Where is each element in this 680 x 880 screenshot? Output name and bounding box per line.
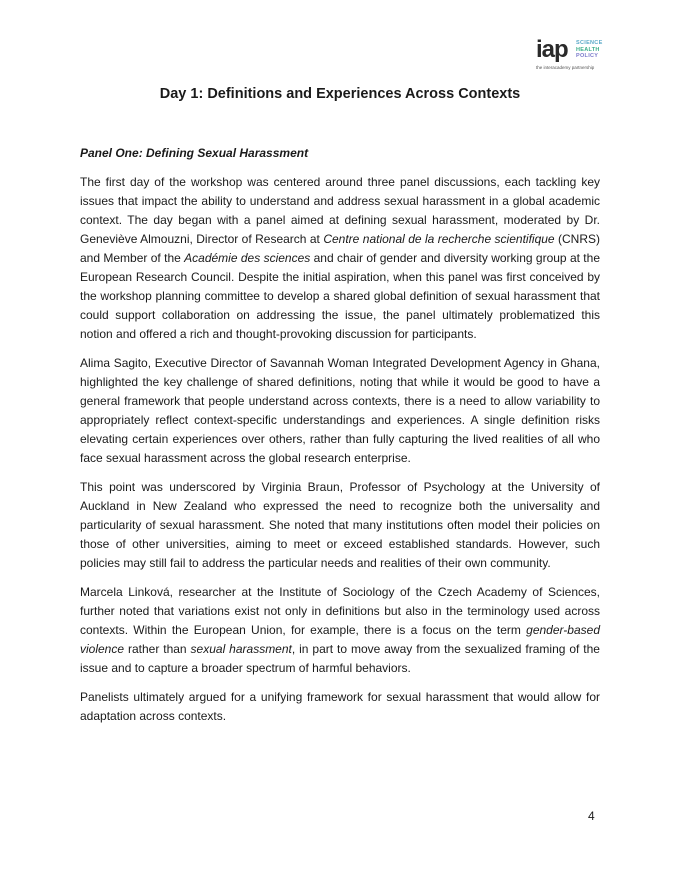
page-title: Day 1: Definitions and Experiences Across Contexts [159, 86, 521, 102]
logo-stack [576, 40, 603, 60]
paragraph-1-text-a: The first day of the workshop was centered around three panel discussions, each tackling key issues that impact the ability to understand and address sexual harassment in a global academic context. The day began with a panel aimed at defining sexual harassment, moderated by Dr. Geneviève Almouzni, Director of Research at [80, 175, 600, 246]
logo-wordmark: iap [536, 36, 568, 63]
paragraph-5: Panelists ultimately argued for a unifying framework for sexual harassment that would allow for adaptation across contexts. [80, 690, 600, 723]
logo-tagline: the interacademy partnership [536, 65, 595, 70]
paragraph-4-text-b: rather than [124, 642, 191, 656]
body-content [80, 144, 600, 736]
logo-health: HEALTH [576, 46, 600, 53]
paragraph-2: Alima Sagito, Executive Director of Savannah Woman Integrated Development Agency in Ghana, highlighted the key challenge of shared definitions, noting that while it would be good to have a general framework that people understand across contexts, there is a need to allow variability to appropriately reflect context-specific understandings and experiences. A single definition risks elevating certain experiences over others, rather than fully capturing the lived realities of all who face sexual harassment across the global research enterprise. [80, 356, 600, 465]
paragraph-1-em-cnrs: Centre national de la recherche scientifique [323, 232, 555, 246]
paragraph-4 [80, 583, 600, 678]
logo-science: SCIENCE [576, 40, 603, 46]
logo-policy: POLICY [576, 53, 599, 59]
paragraph-4-text-c: , in part to move away from the sexualized framing of the issue and to capture a broader spectrum of harmful behaviors. [80, 642, 600, 675]
paragraph-1-text-b: (CNRS) and Member of the [80, 232, 601, 265]
paragraph-4-em-gbv: gender-based violence [80, 623, 600, 656]
paragraph-1-text-c: and chair of gender and diversity working group at the European Research Council. Despite the initial aspiration, when this panel was first conceived by the workshop planning committee to develop a shared global definition of sexual harassment that could support collaboration on addressing the issue, the panel ultimately problematized this notion and offered a rich and thought-provoking discussion for participants. [80, 251, 600, 341]
paragraph-4-em-sh: sexual harassment [190, 642, 292, 656]
paragraph-3: This point was underscored by Virginia Braun, Professor of Psychology at the University of Auckland in New Zealand who expressed the need to recognize both the universality and particularity of sexual harassment. She noted that many institutions often model their policies on those of other universities, aiming to meet or exceed established standards. However, such policies may still fail to address the particular needs and realities of their own community. [80, 480, 600, 570]
paragraph-1 [80, 173, 600, 344]
paragraph-4-text-a: Marcela Linková, researcher at the Institute of Sociology of the Czech Academy of Sciences, further noted that variations exist not only in definitions but also in the terminology used across contexts. Within the European Union, for example, there is a focus on the term [80, 585, 600, 637]
iap-logo [536, 38, 608, 74]
page-number: 4 [588, 809, 595, 823]
paragraph-1-em-academie: Académie des sciences [184, 251, 311, 265]
panel-heading: Panel One: Defining Sexual Harassment [80, 146, 309, 160]
